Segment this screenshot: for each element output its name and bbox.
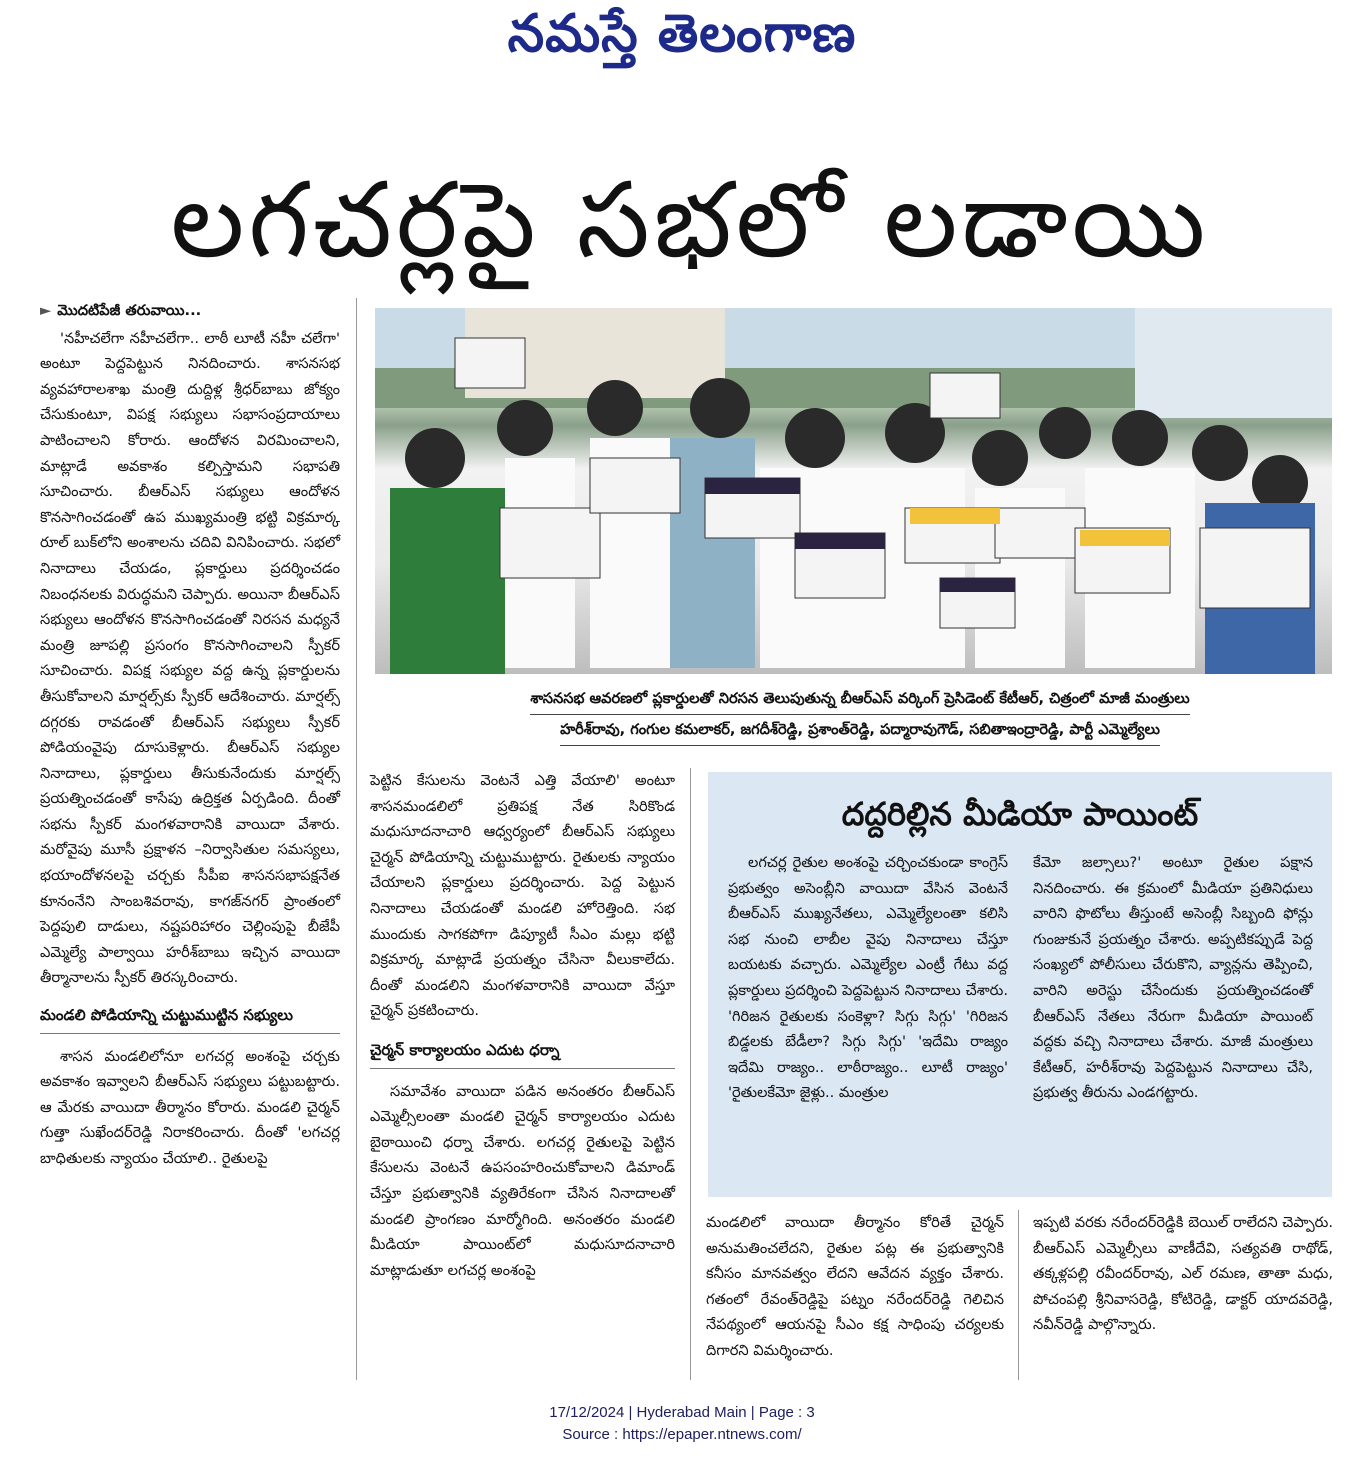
footer-source-link[interactable]: Source : https://epaper.ntnews.com/ [562, 1426, 802, 1443]
kicker-text: మొదటిపేజీ తరువాయి... [57, 302, 202, 319]
caption-line: హరీశ్‌రావు, గంగుల కమలాకర్, జగదీశ్‌రెడ్డి, ప్రశాంత్‌రెడ్డి, పద్మారావుగౌడ్, సబితాఇంద్రారెడ్డి, పార్టీ ఎమ్మెల్యేలు [560, 715, 1160, 746]
footer-date-edition: 17/12/2024 | Hyderabad Main | Page : 3 [549, 1404, 815, 1421]
subheading: మండలి పోడియాన్ని చుట్టుముట్టిన సభ్యులు [40, 1003, 340, 1034]
protest-photo-illustration [375, 308, 1332, 674]
article-column-1 [40, 298, 340, 1172]
masthead-logo [0, 4, 1364, 76]
sidebar-column-1 [728, 850, 1008, 1106]
arrow-icon: ► [40, 302, 52, 319]
article-column-3 [706, 1210, 1004, 1364]
body-paragraph: లగచర్ల రైతుల అంశంపై చర్చించకుండా కాంగ్రెస్ ప్రభుత్వం అసెంబ్లీని వాయిదా వేసిన వెంటనే బీఆర్‌ఎస్ ముఖ్యనేతలు, ఎమ్మెల్యేలంతా కలిసి సభ నుంచి లాబీల వైపు నినాదాలు చేస్తూ బయటకు వచ్చారు. ఎమ్మెల్యేల ఎంట్రీ గేటు వద్ద ప్లకార్డులు ప్రదర్శించి పెద్దపెట్టున నినాదాలు చేశారు. 'గిరిజన రైతులకు సంకెళ్లా? సిగ్గు సిగ్గు' 'గిరిజన బిడ్డలకు బేడీలా? సిగ్గు సిగ్గు' 'ఇదేమి రాజ్యం ఇదేమి రాజ్యం.. లాఠీరాజ్యం.. లూటీ రాజ్యం' 'రైతులకేమో జైళ్లు.. మంత్రుల [728, 854, 1008, 1102]
body-paragraph: కేమో జల్సాలు?' అంటూ రైతుల పక్షాన నినదించారు. ఈ క్రమంలో మీడియా ప్రతినిధులు వారిని ఫొటోలు తీస్తుంటే అసెంబ్లీ సిబ్బంది ఫోన్లు గుంజుకునే ప్రయత్నం చేశారు. అప్పటికప్పుడే పెద్ద సంఖ్యలో పోలీసులు చేరుకొని, వ్యాన్లను తెప్పించి, వారిని అరెస్టు చేసేందుకు ప్రయత్నించడంతో బీఆర్‌ఎస్ నేతలు నేరుగా మీడియా పాయింట్ వద్దకు వచ్చి నినాదాలు చేశారు. మాజీ మంత్రులు కేటీఆర్, హరీశ్‌రావు పెద్దపెట్టున నినాదాలు చేసి, ప్రభుత్వ తీరును ఎండగట్టారు. [1033, 854, 1313, 1102]
column-divider [1018, 1210, 1019, 1380]
page-footer [0, 1402, 1364, 1446]
body-paragraph: శాసన మండలిలోనూ లగచర్ల అంశంపై చర్చకు అవకాశం ఇవ్వాలని బీఆర్‌ఎస్ సభ్యులు పట్టుబట్టారు. ఆ మేరకు వాయిదా తీర్మానం కోరారు. మండలి చైర్మన్ గుత్తా సుఖేందర్‌రెడ్డి నిరాకరించారు. దీంతో 'లగచర్ల బాధితులకు న్యాయం చేయాలి.. రైతులపై [40, 1047, 340, 1167]
body-paragraph: 'నహీచలేగా నహీచలేగా.. లాఠీ లూటీ నహీ చలేగా' అంటూ పెద్దపెట్టున నినదించారు. శాసనసభ వ్యవహారాలశాఖ మంత్రి దుద్దిళ్ల శ్రీధర్‌బాబు జోక్యం చేసుకుంటూ, విపక్ష సభ్యులు సభాసంప్రదాయాలు పాటించాలని కోరారు. ఆందోళన విరమించాలని, మాట్లాడే అవకాశం కల్పిస్తామని సభాపతి సూచించారు. బీఆర్‌ఎస్ సభ్యులు ఆందోళన కొనసాగించడంతో ఉప ముఖ్యమంత్రి భట్టి విక్రమార్క రూల్ బుక్‌లోని అంశాలను చదివి వినిపించారు. సభలో నినాదాలు చేయడం, ప్లకార్డులు ప్రదర్శించడం నిబంధనలకు విరుద్ధమని చెప్పారు. అయినా బీఆర్‌ఎస్ సభ్యులు ఆందోళన కొనసాగించడంతో నిరసన మధ్యనే మంత్రి జూపల్లి ప్రసంగం కొనసాగించాలని స్పీకర్ సూచించారు. విపక్ష సభ్యుల వద్ద ఉన్న ప్లకార్డులను తీసుకోవాలని మార్షల్స్‌కు స్పీకర్ ఆదేశించారు. మార్షల్స్ దగ్గరకు రావడంతో బీఆర్‌ఎస్ సభ్యులు స్పీకర్ పోడియంవైపు దూసుకెళ్లారు. బీఆర్‌ఎస్ సభ్యుల నినాదాలు, ప్లకార్డులు తీసుకునేందుకు మార్షల్స్ ప్రయత్నించడంతో కాసేపు ఉద్రిక్తత ఏర్పడింది. దీంతో సభను స్పీకర్ మంగళవారానికి వాయిదా వేశారు. మరోవైపు మూసీ ప్రక్షాళన –నిర్వాసితుల సమస్యలు, భయాందోళనలపై చర్చకు సీపీఐ శాసనసభాపక్షనేత కూనంనేని సాంబశివరావు, కాగజ్‌నగర్ ప్రాంతంలో పెద్దపులి దాడులు, నష్టపరిహారం చెల్లింపుపై బీజేపీ ఎమ్మెల్యే పాల్వాయి హరీశ్‌బాబు ఇచ్చిన వాయిదా తీర్మానాలను స్పీకర్ తిరస్కరించారు. [40, 329, 340, 987]
masthead-text: నమస్తే తెలంగాణ [507, 4, 857, 64]
sidebar-column-2 [1033, 850, 1313, 1106]
body-paragraph: సమావేశం వాయిదా పడిన అనంతరం బీఆర్‌ఎస్ ఎమ్మెల్సీలంతా మండలి చైర్మన్ కార్యాలయం ఎదుట బైఠాయించి ధర్నా చేశారు. లగచర్ల రైతులపై పెట్టిన కేసులను వెంటనే ఉపసంహరించుకోవాలని డిమాండ్ చేస్తూ ప్రభుత్వానికి వ్యతిరేకంగా చేసిన నినాదాలతో మండలి ప్రాంగణం మార్మోగింది. అనంతరం మండలి మీడియా పాయింట్‌లో మధుసూదనాచారి మాట్లాడుతూ లగచర్ల అంశంపై [370, 1082, 675, 1279]
column-divider [356, 298, 357, 1380]
body-paragraph: పెట్టిన కేసులను వెంటనే ఎత్తి వేయాలి' అంటూ శాసనమండలిలో ప్రతిపక్ష నేత సిరికొండ మధుసూదనాచారి ఆధ్వర్యంలో బీఆర్‌ఎస్ సభ్యులు చైర్మన్ పోడియాన్ని చుట్టుముట్టారు. రైతులకు న్యాయం చేయాలని ప్లకార్డులు ప్రదర్శించారు. పెద్ద పెట్టున నినాదాలు చేయడంతో మండలి హోరెత్తింది. సభ ముందుకు సాగకపోగా డిప్యూటీ సీఎం మల్లు భట్టి విక్రమార్క మాట్లాడే ప్రయత్నం చేసినా వీలుకాలేదు. దీంతో మండలిని మంగళవారానికి వాయిదా వేస్తూ చైర్మన్ ప్రకటించారు. [370, 772, 675, 1020]
article-column-4 [1033, 1210, 1333, 1338]
sidebar-box-title: దద్దరిల్లిన మీడియా పాయింట్ [841, 795, 1199, 833]
article-column-2 [370, 768, 675, 1283]
headline: లగచర్లపై సభలో లడాయి [170, 159, 1210, 281]
caption-line: శాసనసభ ఆవరణలో ప్లకార్డులతో నిరసన తెలుపుతున్న బీఆర్‌ఎస్ వర్కింగ్ ప్రెసిడెంట్ కేటీఆర్, చిత్రంలో మాజీ మంత్రులు [530, 684, 1189, 715]
news-photo [375, 308, 1332, 674]
continuation-kicker [40, 298, 340, 324]
body-paragraph: మండలిలో వాయిదా తీర్మానం కోరితే చైర్మన్ అనుమతించలేదని, రైతుల పట్ల ఈ ప్రభుత్వానికి కనీసం మానవత్వం లేదని ఆవేదన వ్యక్తం చేశారు. గతంలో రేవంత్‌రెడ్డిపై పట్నం నరేందర్‌రెడ్డి గెలిచిన నేపథ్యంలో ఆయనపై సీఎం కక్ష సాధింపు చర్యలకు దిగారని విమర్శించారు. [706, 1214, 1004, 1359]
column-divider [690, 768, 691, 1380]
photo-caption [420, 684, 1300, 746]
body-paragraph: ఇప్పటి వరకు నరేందర్‌రెడ్డికి బెయిల్ రాలేదని చెప్పారు. బీఆర్‌ఎస్ ఎమ్మెల్సీలు వాణీదేవి, సత్యవతి రాథోడ్, తక్కళ్లపల్లి రవీందర్‌రావు, ఎల్ రమణ, తాతా మధు, పోచంపల్లి శ్రీనివాసరెడ్డి, కోటిరెడ్డి, డాక్టర్ యాదవరెడ్డి, నవీన్‌రెడ్డి పాల్గొన్నారు. [1033, 1214, 1333, 1334]
subheading: చైర్మన్ కార్యాలయం ఎదుట ధర్నా [370, 1038, 675, 1069]
